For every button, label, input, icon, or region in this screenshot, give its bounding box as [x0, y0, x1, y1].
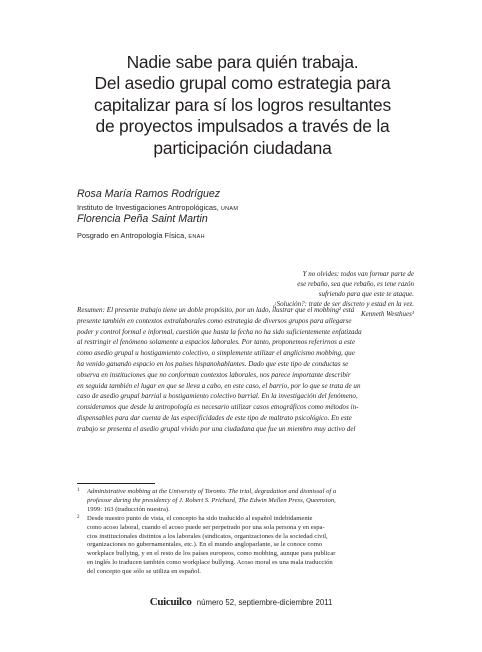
footnote-line: organizaciones no gubernamentales, etc.). En el mundo angloparlante, se le conoce como: [87, 541, 323, 549]
journal-logo: Cuicuilco: [149, 596, 192, 608]
abstract-line: ha venido ganando espacio en los países hispanohablantes. Dado que este tipo de conductas se: [77, 359, 349, 368]
affiliation-text: Instituto de Investigaciones Antropológicas,: [77, 203, 219, 212]
abstract-line: Resumen: El presente trabajo tiene un doble propósito, por un lado, ilustrar que el mobbing² está: [77, 306, 355, 314]
footnote-separator: [77, 483, 155, 484]
title-line: participación ciudadana: [153, 137, 332, 158]
abstract-line: trabajo se presenta el asedio grupal vivido por una ciudadana que fue un miembro muy activo del: [77, 424, 356, 433]
epigraph-line: ese rebaño, sea que rebaño, es tene razón: [297, 280, 414, 288]
epigraph-line: ¿Solución?: trate de ser discreto y estad en la vez.: [273, 300, 414, 308]
author-name: Rosa María Ramos Rodríguez: [77, 188, 221, 200]
footnotes: [77, 488, 414, 577]
abstract-line: presente también en contextos extralaborales como estrategia de diversos grupos para allegarse: [77, 316, 352, 325]
footnote-line: Administrative mobbing at the University of Toronto. The trial, degradation and dismissal of a: [87, 488, 337, 495]
epigraph-line: sufriendo para que este te ataque.: [318, 290, 414, 298]
footnote-number: 1: [77, 488, 80, 493]
affiliation-institution: UNAM: [220, 206, 239, 212]
abstract-line: caso de asedio grupal barrial u hostigamiento colectivo barrial. En la investigación del fenómeno,: [77, 392, 358, 401]
affiliation-text: Posgrado en Antropología Física,: [77, 231, 187, 240]
abstract-line: poder y control formal e informal, cuestión que hasta la fecha no ha sido suficientemente enfatizada: [77, 327, 362, 336]
issue-info: número 52, septiembre-diciembre 2011: [196, 598, 333, 607]
affiliation-institution: ENAH: [188, 234, 205, 240]
title-line: capitalizar para sí los logros resultantes: [93, 94, 392, 115]
title-line: Del asedio grupal como estrategia para: [94, 73, 391, 94]
footnote-line: en inglés lo traducen también como workplace bullying. Acoso moral es una mala traducción: [87, 559, 333, 567]
author-name: Florencia Peña Saint Martin: [77, 213, 208, 225]
title-line: de proyectos impulsados a través de la: [95, 116, 390, 137]
footnote: [77, 488, 414, 515]
footnote-line: cios institucionales distintos a los laborales (sindicatos, organizaciones de la sociedad civil,: [87, 532, 328, 540]
epigraph-attribution: Kenneth Westhues¹: [361, 310, 414, 318]
footnote-number: 2: [77, 514, 80, 520]
title-line: Nadie sabe para quién trabaja.: [126, 51, 359, 72]
footnote-line: Desde nuestro punto de vista, el concepto ha sido traducido al español indebidamente: [87, 514, 313, 522]
abstract: [77, 305, 414, 435]
abstract-line: al restringir el fenómeno solamente a espacios laborales. Por tanto, proponemos referirnos a este: [77, 338, 356, 347]
page-footer: [0, 596, 482, 608]
footnote-line: professor during the presidency of J. Robert S. Prichard, The Edwin Mellen Press, Queenston,: [87, 496, 336, 504]
abstract-line: consideramos que desde la antropología es necesario utilizar casos etnográficos como métodos in-: [77, 403, 359, 412]
footnote-line: 1999: 163 (traducción nuestra).: [87, 505, 170, 513]
abstract-line: en seguida también el lugar en que se lleva a cabo, en este caso, el barrio, por lo que se trata de un: [77, 381, 361, 390]
abstract-line: dispensables para dar cuenta de las especificidades de este tipo de maltrato psicológico. En este: [77, 413, 352, 422]
epigraph-line: Y no olvides: todos van formar parte de: [302, 270, 414, 278]
author-affiliation: [77, 203, 238, 212]
author-affiliation: [77, 231, 205, 240]
footnote-line: del concepto que sólo se utiliza en español.: [87, 568, 201, 576]
article-title: [30, 52, 455, 160]
footnote: [77, 515, 414, 577]
footnote-line: como acoso laboral, cuando el acoso puede ser perpetrado por una sola persona y en espa-: [87, 523, 325, 531]
footnote-line: workplace bullying, y en el resto de los países europeos, como mobbing, aunque para publicar: [87, 550, 336, 558]
abstract-line: observa en instituciones que no conforman contextos laborales, nos parece importante describir: [77, 370, 351, 379]
abstract-line: como asedio grupal u hostigamiento colectivo, o simplemente utilizar el anglicismo mobbing, que: [77, 349, 355, 358]
